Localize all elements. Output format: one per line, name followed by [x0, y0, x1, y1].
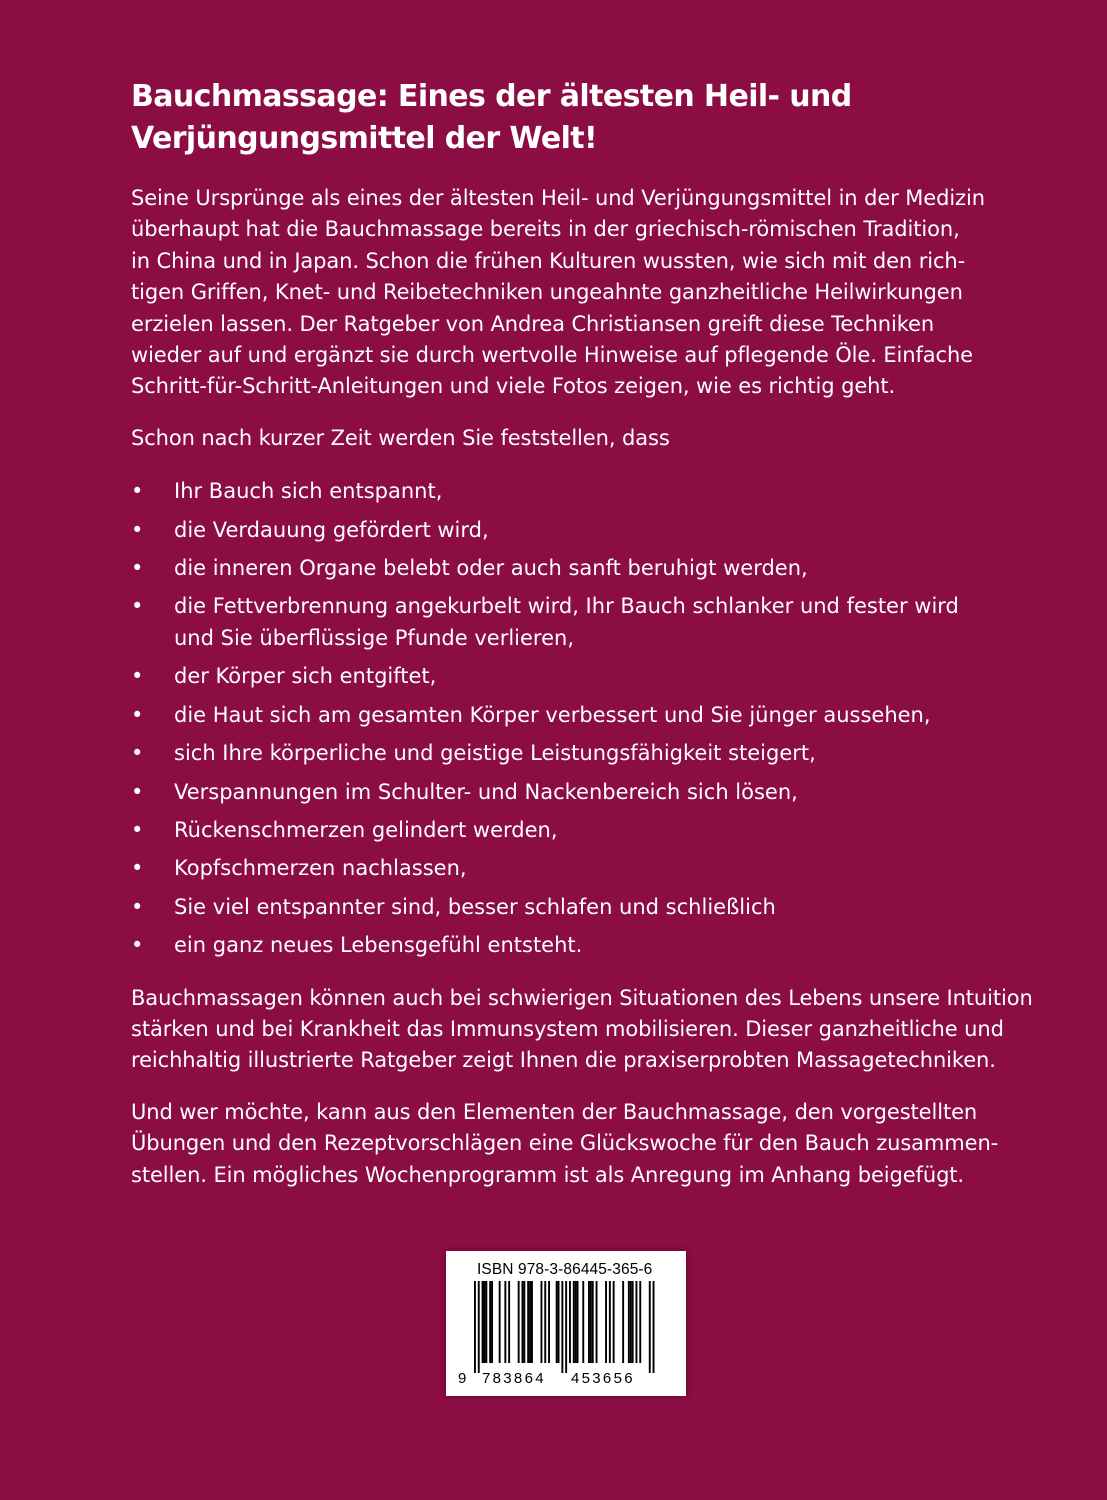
barcode-bar — [544, 1281, 546, 1363]
isbn-label: ISBN 978-3-86445-365-6 — [477, 1261, 653, 1278]
barcode-guard-bar — [653, 1281, 655, 1373]
barcode-bar — [577, 1281, 579, 1363]
barcode-bar — [609, 1281, 611, 1363]
barcode-bar — [639, 1281, 641, 1363]
back-cover-text — [131, 76, 1033, 1191]
benefit-text: ein ganz neues Lebensgefühl entsteht. — [174, 933, 583, 958]
closing-line: stellen. Ein mögliches Wochenprogramm ist als Anregung im Anhang beigefügt. — [131, 1162, 965, 1187]
barcode-bar — [596, 1281, 598, 1363]
benefit-text: Ihr Bauch sich entspannt, — [174, 479, 443, 504]
intro-line: in China und in Japan. Schon die frühen Kulturen wussten, wie sich mit den rich- — [131, 248, 966, 273]
barcode-bar — [592, 1281, 594, 1363]
benefit-text: der Körper sich entgiftet, — [174, 664, 437, 689]
barcode-bar — [636, 1281, 638, 1363]
benefit-item — [131, 591, 1011, 654]
headline-line: Verjüngungsmittel der Welt! — [131, 121, 598, 156]
barcode-icon — [474, 1281, 664, 1376]
bullet-icon: • — [131, 817, 144, 842]
bullet-icon: • — [131, 594, 144, 619]
barcode-bar — [569, 1281, 571, 1363]
barcode-bar — [605, 1281, 607, 1363]
barcode-bar — [590, 1281, 592, 1363]
closing-line: Bauchmassagen können auch bei schwierigen Situationen des Lebens unsere Intuition — [131, 985, 1033, 1010]
barcode-bar — [541, 1281, 543, 1363]
bullet-icon: • — [131, 894, 144, 919]
barcode-bar — [527, 1281, 529, 1363]
lead-in-line: Schon nach kurzer Zeit werden Sie feststellen, dass — [131, 425, 670, 450]
benefit-text: die Fettverbrennung angekurbelt wird, Ihr Bauch schlanker und fester wird — [174, 594, 959, 619]
barcode-bar — [491, 1281, 493, 1363]
barcode-bar — [558, 1281, 560, 1363]
intro-line: überhaupt hat die Bauchmassage bereits in der griechisch-römischen Tradition, — [131, 217, 960, 242]
barcode-bar — [548, 1281, 550, 1363]
benefit-item — [131, 515, 1011, 546]
intro-line: wieder auf und ergänzt sie durch wertvolle Hinweise auf pflegende Öle. Einfache — [131, 343, 973, 368]
benefit-item — [131, 930, 1011, 961]
barcode-bar — [522, 1281, 524, 1363]
closing-line: reichhaltig illustrierte Ratgeber zeigt Ihnen die praxiserprobten Massagetechniken. — [131, 1048, 996, 1073]
ean-right-group: 453656 — [571, 1370, 635, 1387]
benefit-item — [131, 661, 1011, 692]
bullet-icon: • — [131, 517, 144, 542]
closing-line: Übungen und den Rezeptvorschlägen eine Glückswoche für den Bauch zusammen- — [131, 1131, 999, 1156]
barcode-bar — [504, 1281, 506, 1363]
barcode-guard-bar — [474, 1281, 476, 1373]
barcode-bar — [556, 1281, 558, 1363]
benefit-text: die Verdauung gefördert wird, — [174, 517, 489, 542]
bullet-icon: • — [131, 479, 144, 504]
barcode-bar — [575, 1281, 577, 1363]
intro-line: erzielen lassen. Der Ratgeber von Andrea Christiansen greift diese Techniken — [131, 311, 935, 336]
barcode-bar — [484, 1281, 486, 1363]
lead-in — [131, 423, 1011, 454]
barcode-bar — [588, 1281, 590, 1363]
bullet-icon: • — [131, 856, 144, 881]
intro-line: Schritt-für-Schritt-Anleitungen und viele Fotos zeigen, wie es richtig geht. — [131, 374, 896, 399]
bullet-icon: • — [131, 933, 144, 958]
closing-line: stärken und bei Krankheit das Immunsystem mobilisieren. Dieser ganzheitliche und — [131, 1016, 1004, 1041]
barcode-bar — [529, 1281, 531, 1363]
benefits-list — [131, 476, 1011, 961]
barcode-bar — [632, 1281, 634, 1363]
benefit-text: Sie viel entspannter sind, besser schlafen und schließlich — [174, 894, 776, 919]
benefit-text: und Sie überflüssige Pfunde verlieren, — [174, 625, 575, 650]
benefit-item — [131, 892, 1011, 923]
isbn-barcode-panel — [446, 1251, 686, 1396]
barcode-bar — [518, 1281, 520, 1363]
intro-line: tigen Griffen, Knet- und Reibetechniken ungeahnte ganzheitliche Heilwirkungen — [131, 280, 963, 305]
bullet-icon: • — [131, 702, 144, 727]
barcode-bar — [499, 1281, 501, 1363]
intro-line: Seine Ursprünge als eines der ältesten Heil- und Verjüngungsmittel in der Medizin — [131, 186, 985, 210]
barcode-bar — [485, 1281, 487, 1363]
barcode-bar — [508, 1281, 510, 1363]
benefit-item — [131, 738, 1011, 769]
barcode-bar — [628, 1281, 630, 1363]
benefit-text: sich Ihre körperliche und geistige Leistungsfähigkeit steigert, — [174, 741, 816, 766]
bullet-icon: • — [131, 664, 144, 689]
benefit-item — [131, 777, 1011, 808]
barcode-bar — [582, 1281, 584, 1363]
benefit-item — [131, 553, 1011, 584]
closing-paragraph-2 — [131, 1097, 1011, 1191]
bullet-icon: • — [131, 779, 144, 804]
barcode-bar — [630, 1281, 632, 1363]
barcode-guard-bar — [478, 1281, 480, 1373]
barcode-guard-bar — [649, 1281, 651, 1373]
benefit-text: Kopfschmerzen nachlassen, — [174, 856, 467, 881]
bullet-icon: • — [131, 556, 144, 581]
ean-left-group: 783864 — [482, 1370, 546, 1387]
benefit-text: die Haut sich am gesamten Körper verbessert und Sie jünger aussehen, — [174, 702, 931, 727]
barcode-bar — [523, 1281, 525, 1363]
closing-paragraph-1 — [131, 983, 1033, 1077]
benefit-item — [131, 700, 1011, 731]
barcode-guard-bar — [565, 1281, 567, 1373]
barcode-bar — [482, 1281, 484, 1363]
barcode-bar — [489, 1281, 491, 1363]
benefit-text: Rückenschmerzen gelindert werden, — [174, 817, 558, 842]
headline-line: Bauchmassage: Eines der ältesten Heil- und — [131, 79, 852, 114]
headline — [131, 76, 1011, 160]
closing-line: Und wer möchte, kann aus den Elementen der Bauchmassage, den vorgestellten — [131, 1099, 978, 1124]
benefit-item — [131, 815, 1011, 846]
intro-paragraph — [131, 183, 1011, 403]
bullet-icon: • — [131, 741, 144, 766]
barcode-bar — [622, 1281, 624, 1363]
benefit-text: die inneren Organe belebt oder auch sanft beruhigt werden, — [174, 556, 808, 581]
benefit-item — [131, 476, 1011, 507]
benefit-item — [131, 853, 1011, 884]
barcode-bar — [531, 1281, 533, 1363]
benefit-text: Verspannungen im Schulter- und Nackenbereich sich lösen, — [174, 779, 798, 804]
barcode-guard-bar — [561, 1281, 563, 1373]
barcode-bar — [573, 1281, 575, 1363]
barcode-bar — [613, 1281, 615, 1363]
ean-first-digit: 9 — [458, 1370, 467, 1387]
